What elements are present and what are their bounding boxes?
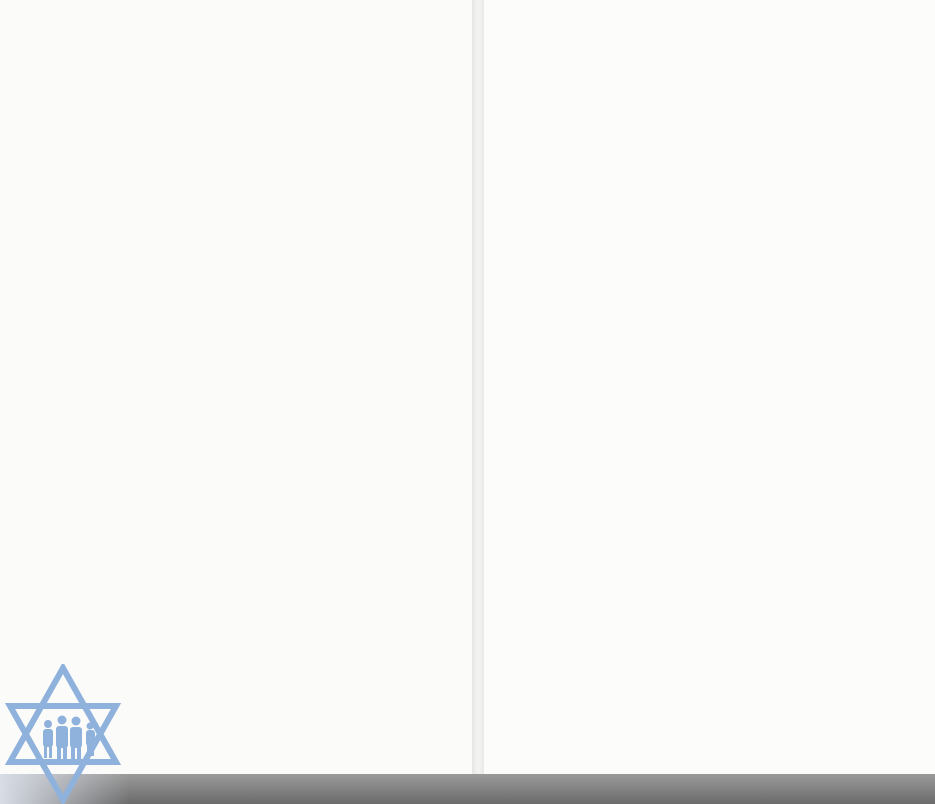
book-gutter: [472, 0, 484, 774]
right-page: [484, 0, 935, 774]
star-of-david-family-icon: [4, 664, 122, 804]
left-page: [0, 0, 472, 774]
scanner-shadow: [0, 774, 935, 804]
